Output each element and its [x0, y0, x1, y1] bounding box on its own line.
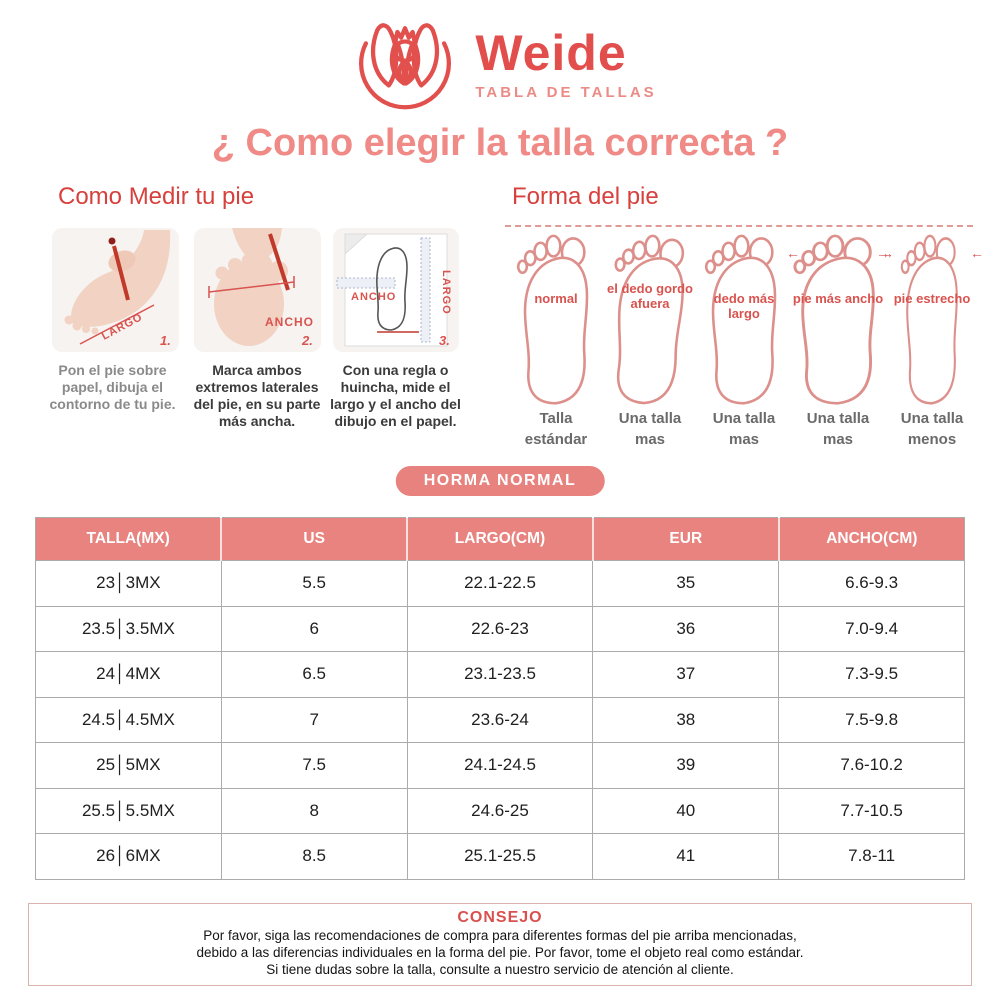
cell-largo: 24.1-24.5: [407, 743, 593, 789]
cell-eur: 37: [593, 652, 779, 698]
step-3-caption: Con una regla o huincha, mide el largo y el ancho del dibujo en el papel.: [330, 362, 461, 429]
foot-shape-long-toe: [700, 229, 788, 405]
cell-ancho: 7.7-10.5: [779, 788, 965, 834]
advice-line: Por favor, siga las recomendaciones de compra para diferentes formas del pie arriba mencionadas,: [203, 928, 797, 943]
cell-largo: 24.6-25: [407, 788, 593, 834]
table-row: [36, 788, 965, 834]
col-us: US: [221, 518, 407, 561]
step-number: 3.: [439, 333, 450, 348]
size-recommendation: Una talla mas: [712, 410, 776, 448]
cell-ancho: 7.3-9.5: [779, 652, 965, 698]
table-row: [36, 606, 965, 652]
cell-ancho: 7.8-11: [779, 834, 965, 880]
arrow-left-icon: [970, 245, 984, 261]
step-1-image: [52, 228, 179, 352]
foot-shape-label: normal: [534, 291, 578, 306]
trace-foot-illustration: [52, 228, 179, 352]
cell-us: 8: [221, 788, 407, 834]
largo-label: LARGO: [99, 311, 145, 343]
arrow-right-icon: [880, 245, 894, 261]
col-talla-mx: TALLA(MX): [36, 518, 222, 561]
size-table: [35, 517, 965, 880]
cell-us: 7.5: [221, 743, 407, 789]
cell-eur: 36: [593, 606, 779, 652]
foot-shape-normal: [512, 229, 600, 405]
foot-shape-label: el dedo gordo afuera: [607, 281, 693, 311]
cell-largo: 23.1-23.5: [407, 652, 593, 698]
advice-box: [28, 903, 972, 986]
cell-talla: 23.5│3.5MX: [36, 606, 222, 652]
cell-us: 6: [221, 606, 407, 652]
table-row: [36, 834, 965, 880]
cell-talla: 24.5│4.5MX: [36, 697, 222, 743]
page-title: ¿ Como elegir la talla correcta ?: [211, 122, 789, 164]
foot-outline-icon: [512, 229, 600, 405]
largo-label: LARGO: [440, 270, 452, 315]
brand-tagline: TABLA DE TALLAS: [475, 84, 657, 101]
foot-shape-narrow: [888, 229, 976, 405]
foot-outline-icon: [600, 226, 700, 408]
col-ancho-cm: ANCHO(CM): [779, 518, 965, 561]
cell-largo: 22.1-22.5: [407, 561, 593, 607]
foot-shape-wide: [794, 229, 882, 405]
cell-talla: 25.5│5.5MX: [36, 788, 222, 834]
cell-ancho: 7.0-9.4: [779, 606, 965, 652]
cell-largo: 25.1-25.5: [407, 834, 593, 880]
cell-eur: 38: [593, 697, 779, 743]
step-3-image: [333, 228, 459, 352]
cell-ancho: 7.6-10.2: [779, 743, 965, 789]
heading-foot-shape: Forma del pie: [512, 183, 659, 210]
size-recommendation: Una talla mas: [618, 410, 682, 448]
lotus-crown-logo-icon: [343, 12, 467, 114]
cell-eur: 41: [593, 834, 779, 880]
ancho-label: ANCHO: [265, 315, 314, 329]
step-number: 2.: [302, 333, 313, 348]
step-1-caption: Pon el pie sobre papel, dibuja el contorno de tu pie.: [49, 362, 176, 412]
size-recommendation: Una talla menos: [900, 410, 964, 448]
cell-eur: 35: [593, 561, 779, 607]
cell-talla: 23│3MX: [36, 561, 222, 607]
table-row: [36, 697, 965, 743]
step-2-caption: Marca ambos extremos laterales del pie, en su parte más ancha.: [193, 362, 321, 429]
foot-shape-big-toe-out: [606, 229, 694, 405]
cell-talla: 24│4MX: [36, 652, 222, 698]
table-row: [36, 561, 965, 607]
foot-shape-label: pie más ancho: [792, 291, 884, 306]
toe-alignment-dashed-line: [505, 225, 973, 227]
cell-talla: 26│6MX: [36, 834, 222, 880]
size-recommendation: Talla estándar: [524, 410, 588, 448]
brand-name: Weide: [475, 25, 627, 81]
table-row: [36, 743, 965, 789]
foot-outline-icon: [897, 229, 967, 405]
cell-us: 7: [221, 697, 407, 743]
foot-outline-icon: [788, 229, 888, 405]
advice-line: debido a las diferencias individuales en la forma del pie. Por favor, tome el objeto real como estándar.: [196, 945, 804, 960]
cell-us: 6.5: [221, 652, 407, 698]
mark-width-illustration: [194, 228, 321, 352]
brand-logo: [0, 12, 1000, 114]
arrow-left-icon: [786, 245, 800, 261]
step-number: 1.: [160, 333, 171, 348]
cell-ancho: 7.5-9.8: [779, 697, 965, 743]
advice-line: Si tiene dudas sobre la talla, consulte a nuestro servicio de atención al cliente.: [266, 962, 734, 977]
advice-title: CONSEJO: [457, 909, 543, 926]
horma-normal-badge: HORMA NORMAL: [396, 466, 605, 496]
cell-talla: 25│5MX: [36, 743, 222, 789]
size-recommendation: Una talla mas: [806, 410, 870, 448]
cell-largo: 22.6-23: [407, 606, 593, 652]
cell-ancho: 6.6-9.3: [779, 561, 965, 607]
foot-shape-label: pie estrecho: [893, 291, 971, 306]
col-largo-cm: LARGO(CM): [407, 518, 593, 561]
step-2-image: [194, 228, 321, 352]
cell-eur: 40: [593, 788, 779, 834]
col-eur: EUR: [593, 518, 779, 561]
cell-eur: 39: [593, 743, 779, 789]
table-row: [36, 652, 965, 698]
heading-measure-foot: Como Medir tu pie: [58, 183, 255, 210]
cell-us: 8.5: [221, 834, 407, 880]
measure-drawing-illustration: [333, 228, 459, 352]
table-header-row: [36, 518, 965, 561]
cell-us: 5.5: [221, 561, 407, 607]
foot-shape-label: dedo más largo: [713, 291, 775, 321]
ancho-label: ANCHO: [351, 291, 397, 303]
cell-largo: 23.6-24: [407, 697, 593, 743]
